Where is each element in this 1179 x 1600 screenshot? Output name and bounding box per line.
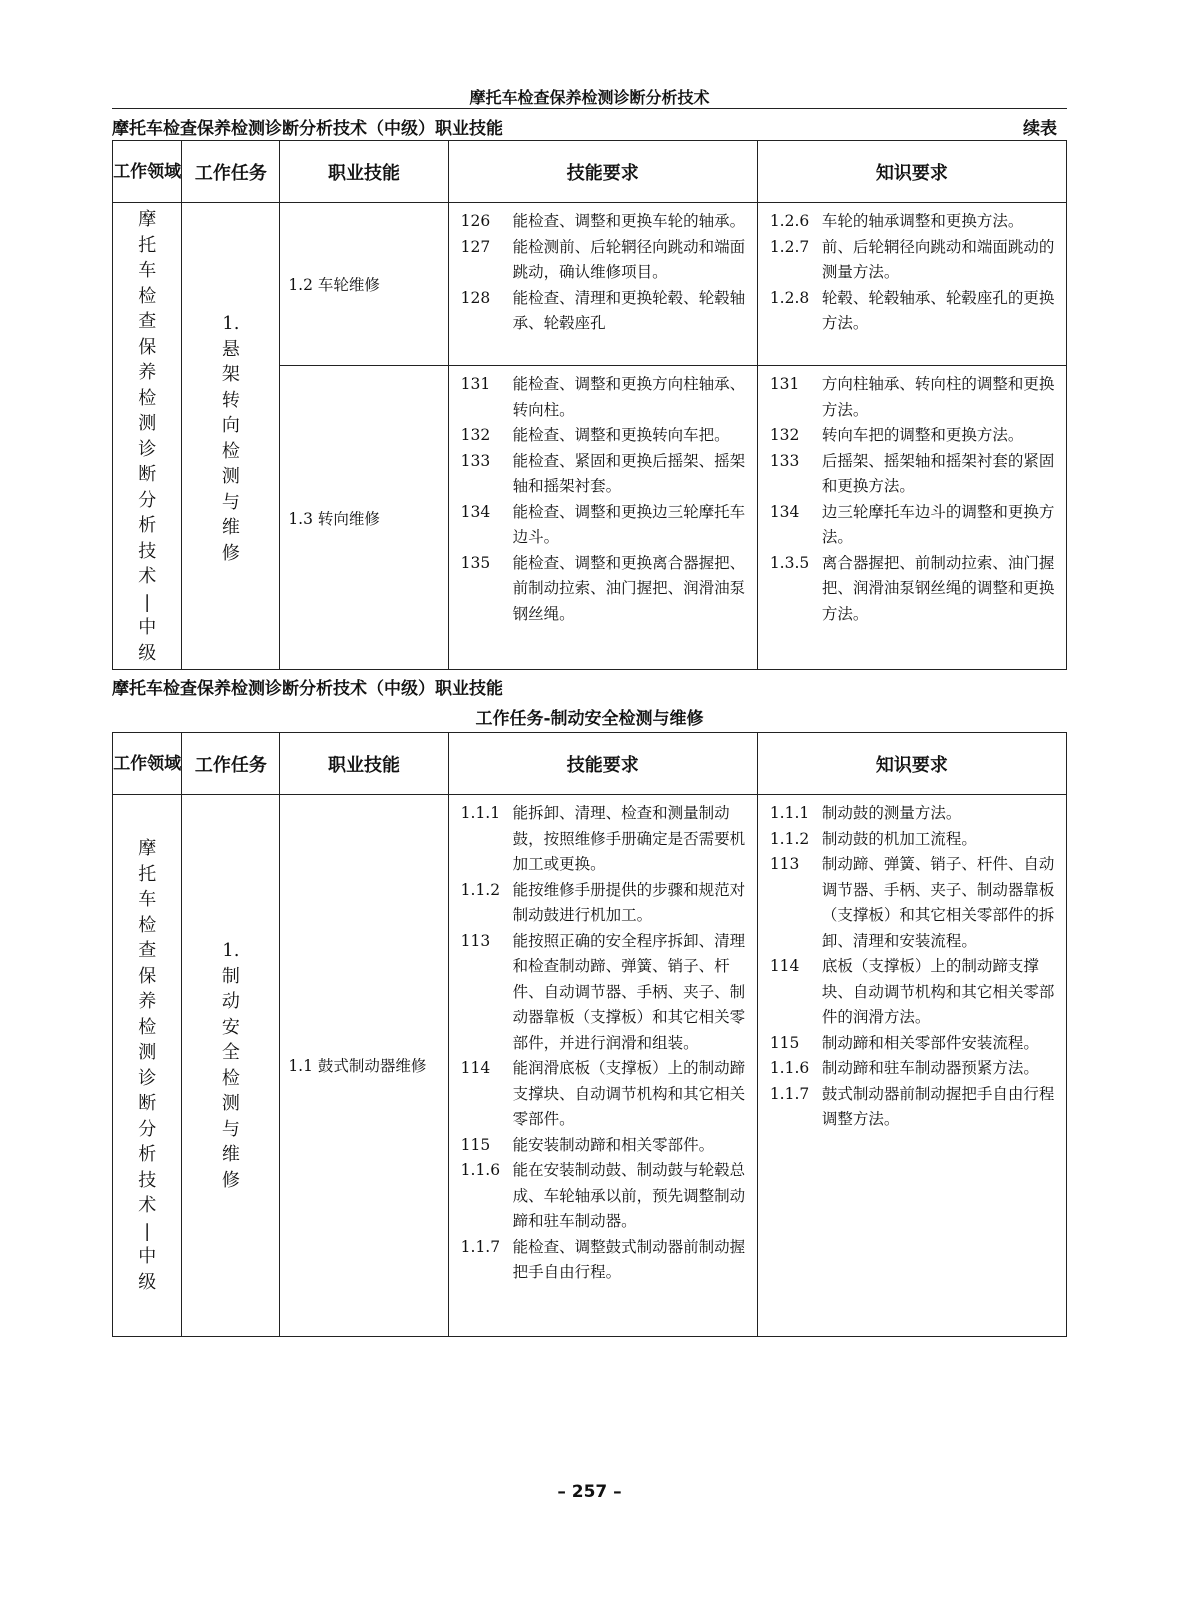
item-text: 车轮的轴承调整和更换方法。 <box>821 212 1024 230</box>
list-item <box>461 1235 749 1286</box>
list-item <box>770 801 1058 827</box>
list-item <box>461 551 749 628</box>
vertical-char: 检 <box>221 1067 240 1089</box>
item-text: 能检查、调整和更换边三轮摩托车边斗。 <box>512 502 746 546</box>
item-text: 制动蹄、弹簧、销子、杆件、自动调节器、手柄、夹子、制动器靠板（支撑板）和其它相关零部件的拆卸、清理和安装流程。 <box>821 855 1055 950</box>
list-item <box>770 209 1058 235</box>
item-text: 能拆卸、清理、检查和测量制动鼓，按照维修手册确定是否需要机加工或更换。 <box>512 804 746 873</box>
list-item <box>770 1031 1058 1057</box>
list-item <box>770 551 1058 628</box>
skill-cell <box>280 366 448 670</box>
table-header-row <box>113 733 1067 795</box>
item-text: 能检查、清理和更换轮毂、轮毂轴承、轮毂座孔 <box>512 288 746 332</box>
vertical-char: 诊 <box>138 438 157 460</box>
list-item <box>770 372 1058 423</box>
header-skill: 职业技能 <box>280 733 448 795</box>
vertical-char: 查 <box>138 940 157 961</box>
vertical-char: 与 <box>221 1118 240 1140</box>
skill-name: 1.2 车轮维修 <box>288 276 380 294</box>
vertical-char: 养 <box>138 362 157 383</box>
vertical-char: 托 <box>138 234 157 256</box>
item-number: 133 <box>769 451 800 470</box>
item-text: 能润滑底板（支撑板）上的制动蹄支撑块、自动调节机构和其它相关零部件。 <box>512 1059 746 1128</box>
item-number: 131 <box>769 375 800 393</box>
work-domain-text <box>113 836 181 1295</box>
list-item <box>770 500 1058 551</box>
item-number: 132 <box>769 426 800 444</box>
vertical-char: 检 <box>221 440 240 462</box>
knowledge-req-cell <box>757 366 1066 670</box>
list-item <box>770 827 1058 853</box>
vertical-char: 保 <box>138 336 157 358</box>
vertical-char: 分 <box>138 489 157 511</box>
item-text: 鼓式制动器前制动握把手自由行程调整方法。 <box>821 1084 1055 1128</box>
skill-cell <box>280 795 448 1337</box>
item-number: 114 <box>460 1059 491 1077</box>
item-text: 后摇架、摇架轴和摇架衬套的紧固和更换方法。 <box>821 451 1055 495</box>
item-number: 1.1.7 <box>769 1084 810 1103</box>
list-item <box>461 929 749 1057</box>
vertical-char: 断 <box>138 1093 157 1114</box>
header-rule <box>112 108 1067 109</box>
vertical-char: 断 <box>138 464 157 485</box>
work-domain-cell <box>113 203 182 670</box>
vertical-char: 分 <box>138 1118 157 1140</box>
item-text: 底板（支撑板）上的制动蹄支撑块、自动调节机构和其它相关零部件的润滑方法。 <box>821 957 1055 1026</box>
vertical-char: 维 <box>221 517 240 538</box>
header-domain: 工作领域 <box>113 733 182 795</box>
list-item <box>770 286 1058 337</box>
item-text: 轮毂、轮毂轴承、轮毂座孔的更换方法。 <box>821 288 1055 332</box>
vertical-char: 托 <box>138 863 157 885</box>
item-text: 方向柱轴承、转向柱的调整和更换方法。 <box>821 375 1055 419</box>
item-text: 制动鼓的机加工流程。 <box>821 829 977 848</box>
item-text: 边三轮摩托车边斗的调整和更换方法。 <box>821 502 1055 546</box>
header-knowledge-req: 知识要求 <box>757 141 1066 203</box>
vertical-char: 1. <box>222 940 240 961</box>
skill-cell <box>280 203 448 366</box>
table-row <box>113 203 1067 366</box>
item-number: 113 <box>769 855 800 873</box>
item-text: 制动蹄和相关零部件安装流程。 <box>821 1033 1039 1052</box>
vertical-char: 与 <box>221 491 240 513</box>
skills-table-1 <box>112 140 1067 670</box>
skill-req-cell <box>448 795 757 1337</box>
vertical-char: 架 <box>221 364 240 385</box>
vertical-char: | <box>144 1220 151 1242</box>
work-task-cell <box>182 795 280 1337</box>
item-text: 能检查、紧固和更换后摇架、摇架轴和摇架衬套。 <box>512 451 746 495</box>
list-item <box>461 235 749 286</box>
skill-req-list <box>461 372 749 627</box>
page-number: – 257 – <box>557 1482 622 1502</box>
work-task-text <box>182 938 279 1193</box>
item-number: 1.2.7 <box>769 237 810 256</box>
skill-name: 1.1 鼓式制动器维修 <box>288 1056 427 1075</box>
vertical-char: 诊 <box>138 1067 157 1089</box>
list-item <box>461 286 749 337</box>
vertical-char: 中 <box>138 1246 157 1267</box>
header-domain: 工作领域 <box>113 141 182 203</box>
section-title-1 <box>112 114 1067 139</box>
list-item <box>770 423 1058 449</box>
header-skill-req: 技能要求 <box>448 141 757 203</box>
item-number: 1.2.6 <box>769 212 810 230</box>
table-row <box>113 795 1067 1337</box>
header-task: 工作任务 <box>182 733 280 795</box>
item-number: 131 <box>460 375 491 393</box>
vertical-char: 检 <box>138 914 157 936</box>
vertical-char: 摩 <box>138 209 157 230</box>
table-header-row <box>113 141 1067 203</box>
vertical-char: 术 <box>138 1195 157 1216</box>
vertical-char: 动 <box>221 991 240 1012</box>
vertical-char: 析 <box>138 1144 157 1165</box>
header-skill-req: 技能要求 <box>448 733 757 795</box>
list-item <box>461 449 749 500</box>
vertical-char: 悬 <box>221 338 240 360</box>
list-item <box>461 500 749 551</box>
item-number: 1.1.7 <box>460 1237 501 1256</box>
knowledge-req-list <box>770 209 1058 337</box>
list-item <box>461 372 749 423</box>
skill-req-list <box>461 801 749 1286</box>
list-item <box>461 423 749 449</box>
item-number: 128 <box>460 288 491 307</box>
skill-req-cell <box>448 366 757 670</box>
list-item <box>770 954 1058 1031</box>
list-item <box>461 1056 749 1133</box>
header-knowledge-req: 知识要求 <box>757 733 1066 795</box>
item-number: 1.1.2 <box>769 829 810 848</box>
item-text: 能检查、调整和更换转向车把。 <box>512 426 730 444</box>
vertical-char: 测 <box>221 466 240 487</box>
item-text: 离合器握把、前制动拉索、油门握把、润滑油泵钢丝绳的调整和更换方法。 <box>821 553 1055 623</box>
vertical-char: 术 <box>138 566 157 587</box>
vertical-char: 养 <box>138 991 157 1012</box>
item-number: 115 <box>769 1033 800 1052</box>
item-text: 能按照正确的安全程序拆卸、清理和检查制动蹄、弹簧、销子、杆件、自动调节器、手柄、夹子、制动器靠板（支撑板）和其它相关零部件，并进行润滑和组装。 <box>512 931 746 1052</box>
knowledge-req-list <box>770 372 1058 627</box>
vertical-char: 测 <box>138 413 157 434</box>
work-domain-text <box>113 207 181 666</box>
item-number: 126 <box>460 212 491 230</box>
list-item <box>770 1056 1058 1082</box>
vertical-char: 1. <box>222 313 240 334</box>
item-number: 134 <box>460 502 491 521</box>
running-header: 摩托车检查保养检测诊断分析技术 <box>469 88 710 107</box>
section-title-2: 摩托车检查保养检测诊断分析技术（中级）职业技能 <box>112 679 503 699</box>
list-item <box>461 878 749 929</box>
item-number: 1.3.5 <box>769 553 810 572</box>
skills-table-2 <box>112 732 1067 1337</box>
header-skill: 职业技能 <box>280 141 448 203</box>
item-number: 1.2.8 <box>769 288 810 307</box>
vertical-char: | <box>144 591 151 613</box>
item-number: 127 <box>460 237 491 256</box>
list-item <box>461 801 749 878</box>
list-item <box>461 1158 749 1235</box>
vertical-char: 车 <box>138 260 157 281</box>
skill-name: 1.3 转向维修 <box>288 509 380 528</box>
vertical-char: 向 <box>221 415 240 436</box>
continued-label: 续表 <box>1023 119 1057 139</box>
vertical-char: 检 <box>138 285 157 307</box>
item-number: 133 <box>460 451 491 470</box>
item-text: 能在安装制动鼓、制动鼓与轮毂总成、车轮轴承以前，预先调整制动蹄和驻车制动器。 <box>512 1161 746 1230</box>
vertical-char: 车 <box>138 889 157 910</box>
vertical-char: 中 <box>138 617 157 638</box>
knowledge-req-cell <box>757 795 1066 1337</box>
vertical-char: 技 <box>138 1169 157 1191</box>
item-number: 115 <box>460 1135 491 1154</box>
header-task: 工作任务 <box>182 141 280 203</box>
skill-req-list <box>461 209 749 337</box>
section-title-text: 摩托车检查保养检测诊断分析技术（中级）职业技能 <box>112 119 503 139</box>
item-number: 1.1.6 <box>460 1161 501 1179</box>
vertical-char: 测 <box>221 1093 240 1114</box>
vertical-char: 查 <box>138 311 157 332</box>
vertical-char: 全 <box>221 1042 240 1063</box>
vertical-char: 摩 <box>138 838 157 859</box>
vertical-char: 修 <box>221 542 240 564</box>
vertical-char: 制 <box>221 965 240 987</box>
knowledge-req-cell <box>757 203 1066 366</box>
skill-req-cell <box>448 203 757 366</box>
vertical-char: 修 <box>221 1169 240 1191</box>
vertical-char: 安 <box>221 1016 240 1038</box>
work-task-text <box>182 311 279 566</box>
item-number: 1.1.2 <box>460 880 501 899</box>
item-text: 前、后轮辋径向跳动和端面跳动的测量方法。 <box>821 237 1055 281</box>
item-number: 134 <box>769 502 800 521</box>
item-number: 132 <box>460 426 491 444</box>
item-text: 制动蹄和驻车制动器预紧方法。 <box>821 1059 1039 1077</box>
item-number: 1.1.1 <box>460 804 501 822</box>
list-item <box>461 1133 749 1159</box>
list-item <box>770 449 1058 500</box>
item-number: 1.1.6 <box>769 1059 810 1077</box>
item-text: 能检查、调整和更换车轮的轴承。 <box>512 212 746 230</box>
list-item <box>770 1082 1058 1133</box>
item-number: 113 <box>460 931 491 950</box>
vertical-char: 检 <box>138 387 157 409</box>
vertical-char: 转 <box>221 389 240 411</box>
item-text: 能检查、调整和更换离合器握把、前制动拉索、油门握把、润滑油泵钢丝绳。 <box>512 553 746 623</box>
item-number: 135 <box>460 553 491 572</box>
list-item <box>770 852 1058 954</box>
vertical-char: 维 <box>221 1144 240 1165</box>
vertical-char: 级 <box>138 1271 157 1293</box>
item-text: 制动鼓的测量方法。 <box>821 804 962 822</box>
vertical-char: 技 <box>138 540 157 562</box>
work-domain-cell <box>113 795 182 1337</box>
item-text: 能检测前、后轮辋径向跳动和端面跳动，确认维修项目。 <box>512 237 746 281</box>
item-number: 114 <box>769 957 800 975</box>
vertical-char: 析 <box>138 515 157 536</box>
work-task-cell <box>182 203 280 670</box>
item-number: 1.1.1 <box>769 804 810 822</box>
item-text: 能检查、调整鼓式制动器前制动握把手自由行程。 <box>512 1237 746 1281</box>
vertical-char: 级 <box>138 642 157 664</box>
item-text: 能检查、调整和更换方向柱轴承、转向柱。 <box>512 375 746 419</box>
item-text: 能按维修手册提供的步骤和规范对制动鼓进行机加工。 <box>512 880 746 924</box>
knowledge-req-list <box>770 801 1058 1133</box>
vertical-char: 检 <box>138 1016 157 1038</box>
list-item <box>461 209 749 235</box>
section-subtitle-2: 工作任务-制动安全检测与维修 <box>475 709 704 729</box>
item-text: 转向车把的调整和更换方法。 <box>821 426 1024 444</box>
vertical-char: 保 <box>138 965 157 987</box>
item-text: 能安装制动蹄和相关零部件。 <box>512 1135 715 1154</box>
list-item <box>770 235 1058 286</box>
vertical-char: 测 <box>138 1042 157 1063</box>
